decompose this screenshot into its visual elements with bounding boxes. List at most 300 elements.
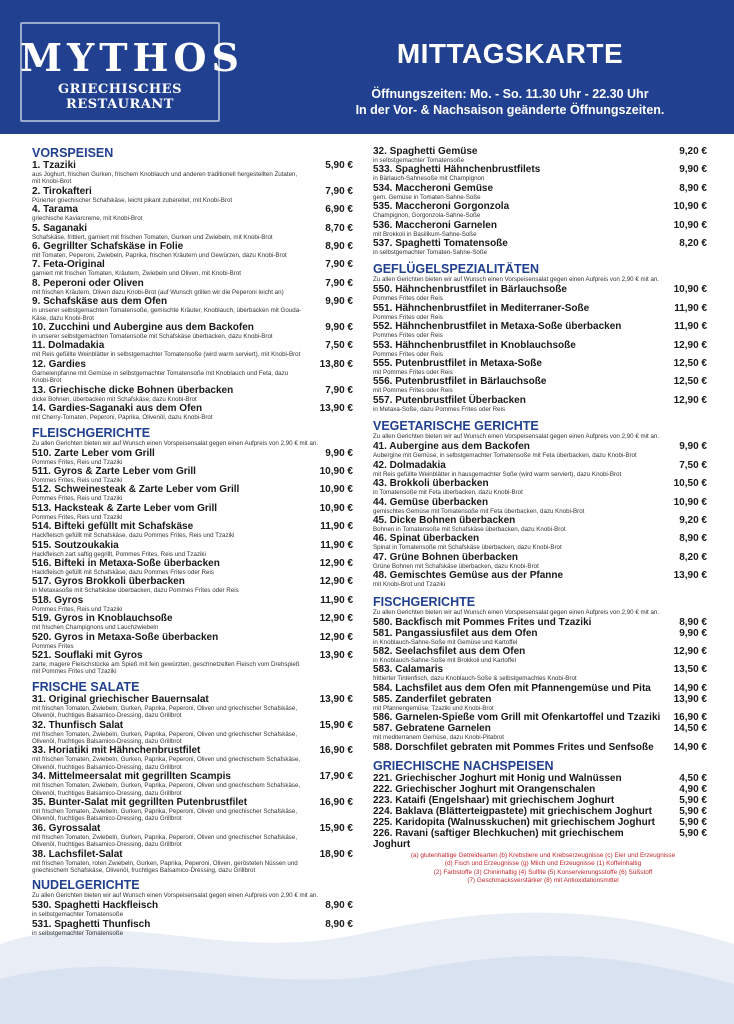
dish-price: 13,90 € [673, 693, 707, 705]
dish-name: 531. Spaghetti Thunfisch [32, 918, 151, 930]
dish-price: 9,90 € [325, 447, 353, 459]
dish-name: 14. Gardies-Saganaki aus dem Ofen [32, 403, 203, 415]
dish-price: 8,20 € [679, 238, 707, 250]
dish-price: 11,90 € [674, 302, 707, 314]
dish-price: 12,90 € [319, 613, 353, 625]
dish-name: 512. Schweinesteak & Zarte Leber vom Grill [32, 484, 240, 496]
menu-section [32, 146, 359, 422]
menu-item [32, 466, 359, 484]
dish-name: 41. Aubergine aus dem Backofen [373, 441, 530, 453]
dish-price: 8,90 € [325, 900, 353, 912]
dish-price: 11,90 € [674, 321, 707, 333]
dish-name: 32. Thunfisch Salat [32, 719, 124, 731]
menu-item [32, 186, 359, 204]
section-note: Zu allen Gerichten bieten wir auf Wunsch einen Vorspeisensalat gegen einen Aufpreis von 2,90 € mit an. [373, 433, 660, 441]
dish-price: 10,90 € [673, 219, 707, 231]
logo-name: MYTHOS [20, 35, 244, 80]
dish-description: Hackfleisch gefüllt mit Schafskäse, dazu Pommes Frites oder Reis [32, 568, 214, 576]
dish-name: 32. Spaghetti Gemüse [373, 146, 478, 157]
menu-item [32, 241, 359, 259]
menu-item [373, 183, 713, 201]
dish-description: Grüne Bohnen mit Schafskäse überbacken, dazu Knobi-Brot [373, 562, 539, 570]
menu-title: MITTAGSKARTE [396, 38, 624, 69]
menu-item [373, 201, 713, 219]
dish-description: mit Knobi-Brot und Tzaziki [373, 581, 446, 589]
dish-name: 533. Spaghetti Hähnchenbrustfilets [373, 164, 541, 176]
menu-section [373, 262, 713, 413]
dish-price: 9,90 € [325, 322, 353, 334]
dish-description: Schafskäse, frittiert, garniert mit frischen Tomaten, Gurken und Zwiebeln, mit Knobi-Brot [32, 233, 273, 241]
dish-description: mit Pommes Frites oder Reis [373, 387, 453, 395]
dish-price: 10,50 € [673, 478, 707, 490]
menu-item [373, 376, 713, 394]
menu-item [373, 238, 713, 256]
dish-name: 5. Saganaki [32, 222, 88, 234]
menu-item [32, 503, 359, 521]
dish-price: 14,50 € [673, 723, 707, 735]
dish-description: zarte, magere Fleischstücke am Spieß mit fein gewürzten, geschnetzelten Fleisch vom Drehspieß mit Pommes Frites und Tzaziki [32, 660, 300, 676]
menu-item [373, 303, 713, 321]
dish-name: 47. Grüne Bohnen überbacken [373, 551, 519, 563]
dish-price: 10,90 € [319, 502, 353, 514]
dish-price: 12,90 € [319, 631, 353, 643]
section-note: Zu allen Gerichten bieten wir auf Wunsch einen Vorspeisensalat gegen einen Aufpreis von 2,90 € mit an. [32, 439, 319, 447]
dish-price: 16,90 € [319, 745, 353, 757]
menu-item [32, 385, 359, 403]
menu-item [373, 552, 713, 570]
menu-item [373, 646, 713, 664]
menu-section [373, 419, 713, 588]
dish-price: 4,50 € [679, 772, 707, 784]
allergen-legend [373, 852, 713, 886]
menu-item [32, 296, 359, 322]
menu-item [373, 694, 713, 712]
dish-price: 14,90 € [673, 682, 707, 694]
dish-price: 5,90 € [679, 805, 707, 817]
allergen-line: (a) glutenhaltige Getreidearten (b) Krebstiere und Krebserzeugnisse (c) Eier und Erzeugnisse [410, 851, 676, 859]
dish-description: mit frischen Kräutern, Oliven dazu Knobi-Brot (auf Wunsch grillen wir die Peperoni leicht an) [32, 288, 284, 296]
section-note: Zu allen Gerichten bieten wir auf Wunsch einen Vorspeisensalat gegen einen Aufpreis von 2,90 € mit an. [373, 276, 660, 284]
dish-name: 515. Soutzoukakia [32, 539, 119, 551]
opening-hours [300, 86, 720, 118]
dish-price: 7,50 € [679, 459, 707, 471]
dish-name: 520. Gyros in Metaxa-Soße überbacken [32, 631, 219, 643]
dish-description: mit Tomaten, Peperoni, Zwiebeln, Paprika, frischen Kräutern und Gewürzen, dazu Knobi-Brot [32, 252, 287, 260]
dish-name: 557. Putenbrustfilet Überbacken [373, 394, 526, 406]
dish-price: 10,90 € [319, 465, 353, 477]
dish-description: mit frischen Tomaten, Zwiebeln, Gurken, Paprika, Peperoni, Oliven und griechischem Schafskäse, Olivenöl, fruchtiges Balsamico-Dressing, dazu Grillbrot [32, 782, 301, 797]
dish-description: in Metaxasoße mit Schafskäse überbacken, dazu Pommes Frites oder Reis [32, 587, 239, 595]
menu-section [373, 595, 713, 753]
menu-item [32, 797, 359, 823]
dish-name: 536. Maccheroni Garnelen [373, 219, 497, 231]
dish-name: 31. Original griechischer Bauernsalat [32, 693, 209, 705]
menu-item [373, 712, 713, 723]
menu-item [373, 664, 713, 682]
menu-item [32, 540, 359, 558]
menu-item [373, 441, 713, 459]
dish-description: in Tomatensoße mit Feta überbacken, dazu Knobi-Brot [373, 489, 523, 497]
menu-item [32, 576, 359, 594]
dish-description: Hackfleisch gefüllt mit Schafskäse, dazu Pommes Frites, Reis und Tzaziki [32, 532, 235, 540]
right-column [373, 146, 713, 886]
dish-price: 8,90 € [679, 616, 707, 628]
dish-name: 35. Bunter-Salat mit gegrillten Putenbrustfilet [32, 797, 248, 809]
right-column-sections [373, 146, 713, 850]
dish-description: in unserer selbstgemachten Tomatensoße mit Schafskäse überbacken, dazu Knobi-Brot [32, 333, 273, 341]
menu-item [373, 358, 713, 376]
dish-description: Pommes Frites oder Reis [373, 350, 443, 358]
menu-item [373, 570, 713, 588]
dish-price: 10,90 € [673, 284, 707, 296]
dish-description: mit frischen Tomaten, Zwiebeln, Gurken, Paprika, Peperoni, Oliven und griechischer Schafskäse, Olivenöl, fruchtiges Balsamico-Dressing, dazu Grillbrot [32, 808, 298, 823]
dish-name: 516. Bifteki in Metaxa-Soße überbacken [32, 557, 220, 569]
dish-price: 11,90 € [320, 521, 353, 533]
dish-description: Spinat in Tomatensoße mit Schafskäse überbacken, dazu Knobi-Brot [373, 544, 562, 552]
dish-price: 12,50 € [673, 376, 707, 388]
menu-item [373, 515, 713, 533]
dish-price: 12,90 € [319, 576, 353, 588]
dish-description: mit frischen Champignons und Lauchzwiebeln [32, 624, 159, 632]
dish-name: 10. Zucchini und Aubergine aus dem Backofen [32, 322, 254, 334]
dish-name: 226. Ravani (saftiger Blechkuchen) mit griechischem Joghurt [373, 827, 624, 850]
menu-item [373, 164, 713, 182]
menu-item [32, 223, 359, 241]
menu-item [373, 795, 713, 806]
dish-price: 7,90 € [325, 185, 353, 197]
menu-section [373, 759, 713, 850]
dish-name: 521. Souflaki mit Gyros [32, 649, 143, 661]
menu-item [32, 204, 359, 222]
dish-name: 45. Dicke Bohnen überbacken [373, 514, 516, 526]
section-title: FLEISCHGERICHTE [32, 425, 151, 440]
menu-item [373, 828, 713, 850]
dish-name: 1. Tzaziki [32, 160, 76, 171]
dish-price: 16,90 € [319, 797, 353, 809]
dish-description: mit frischen Tomaten, roten Zwiebeln, Gurken, Paprika, Peperoni, Oliven, gerösteten Nüssen und griechischem Schafskäse, Olivenöl, fruchtiges Balsamico-Dressing, dazu Grillbrot [32, 859, 298, 875]
menu-item [32, 359, 359, 385]
dish-price: 4,90 € [679, 783, 707, 795]
dish-price: 9,90 € [679, 627, 707, 639]
dish-description: in selbstgemachter Tomatensoße [32, 911, 124, 919]
dish-price: 9,20 € [679, 146, 707, 157]
dish-price: 5,90 € [679, 816, 707, 828]
dish-name: 510. Zarte Leber vom Grill [32, 447, 155, 459]
menu-item [32, 558, 359, 576]
menu-item [32, 259, 359, 277]
menu-item [32, 448, 359, 466]
menu-item [373, 784, 713, 795]
menu-item [32, 160, 359, 186]
dish-price: 6,90 € [325, 204, 353, 216]
dish-description: mit Pommes Frites oder Reis [373, 369, 453, 377]
dish-price: 11,90 € [320, 539, 353, 551]
dish-price: 11,90 € [320, 594, 353, 606]
header-banner [0, 0, 734, 134]
menu-item [373, 146, 713, 164]
dish-description: mit mediterranem Gemüse, dazu Knobi-Pitabrot [373, 734, 505, 742]
dish-name: 36. Gyrossalat [32, 822, 101, 834]
dish-name: 8. Peperoni oder Oliven [32, 277, 144, 289]
menu-item [373, 617, 713, 628]
menu-item [373, 478, 713, 496]
menu-item [32, 278, 359, 296]
menu-item [373, 806, 713, 817]
dish-name: 580. Backfisch mit Pommes Frites und Tzaziki [373, 616, 592, 628]
dish-name: 518. Gyros [32, 594, 84, 606]
dish-description: mit Reis gefüllte Weinblätter in hausgemachter Soße (wird warm serviert), dazu Knobi-Brot [373, 470, 622, 478]
dish-description: Pommes Frites, Reis und Tzaziki [32, 476, 123, 484]
allergen-line: (2) Farbstoffe (3) Chininhaltig (4) Sulfite (5) Konservierungsstoffe (6) Süßstoff [433, 868, 653, 876]
dish-name: 9. Schafskäse aus dem Ofen [32, 296, 168, 308]
dish-price: 9,90 € [325, 296, 353, 308]
dish-description: Pommes Frites oder Reis [373, 295, 443, 303]
dish-price: 9,20 € [679, 514, 707, 526]
dish-price: 13,90 € [319, 693, 353, 705]
dish-name: 222. Griechischer Joghurt mit Orangenschalen [373, 783, 596, 795]
menu-item [32, 403, 359, 421]
dish-price: 8,20 € [679, 551, 707, 563]
dish-price: 12,90 € [673, 339, 707, 351]
dish-name: 223. Kataifi (Engelshaar) mit griechischem Joghurt [373, 794, 615, 806]
dish-description: mit Brokkoli in Basilikum-Sahne-Soße [373, 230, 477, 238]
section-title: GRIECHISCHE NACHSPEISEN [373, 758, 554, 773]
menu-item [373, 742, 713, 753]
allergen-line: (d) Fisch und Erzeugnisse (g) Milch und Erzeugnisse (1) Koffeinhaltig [444, 860, 642, 868]
dish-description: Pommes Frites [32, 642, 74, 650]
dish-description: Aubergine mit Gemüse, in selbstgemachter Tomatensoße mit Feta überbacken, dazu Knobi-Brot [373, 452, 637, 460]
dish-description: Pürierter griechischer Schafskäse, leicht pikant zubereitet, mit Knobi-Brot [32, 196, 233, 204]
dish-description: in selbstgemachter Tomatensoße [32, 929, 124, 937]
menu-item [373, 284, 713, 302]
dish-price: 7,90 € [325, 259, 353, 271]
dish-price: 12,90 € [673, 645, 707, 657]
dish-price: 5,90 € [325, 160, 353, 171]
dish-name: 46. Spinat überbacken [373, 533, 480, 545]
dish-description: mit frischen Tomaten, Zwiebeln, Gurken, Paprika, Peperoni, Oliven und griechischer Schafskäse, Olivenöl, fruchtiges Balsamico-Dressing, dazu Grillbrot [32, 704, 298, 720]
menu-item [373, 723, 713, 741]
dish-description: in Metaxa-Soße, dazu Pommes Frites oder Reis [373, 405, 506, 413]
dish-name: 581. Pangassiusfilet aus dem Ofen [373, 627, 538, 639]
dish-name: 2. Tirokafteri [32, 185, 92, 197]
dish-description: aus Joghurt, frischen Gurken, frischem Knoblauch und anderen traditionell hergestellten Zutaten, mit Knobi-Brot [32, 171, 298, 186]
dish-description: mit Reis gefüllte Weinblätter in selbstgemachter Tomatensoße (wird warm serviert), mit Knobi-Brot [32, 351, 301, 359]
menu-item [32, 340, 359, 358]
dish-price: 10,90 € [673, 496, 707, 508]
section-title: VEGETARISCHE GERICHTE [373, 419, 539, 434]
menu-item [32, 720, 359, 746]
section-title: GEFLÜGELSPEZIALITÄTEN [373, 262, 539, 277]
menu-item [373, 340, 713, 358]
menu-item [32, 823, 359, 849]
dish-price: 5,90 € [679, 827, 707, 839]
dish-price: 15,90 € [319, 822, 353, 834]
dish-description: Champignon, Gorgonzola-Sahne-Soße [373, 212, 481, 220]
dish-description: frittierter Tintenfisch, dazu Knoblauch-Soße & selbstgemachtes Knobi-Brot [373, 675, 577, 683]
dish-name: 550. Hähnchenbrustfilet in Bärlauchsoße [373, 284, 567, 296]
menu-section [32, 426, 359, 676]
opening-hours-line: Öffnungszeiten: Mo. - So. 11.30 Uhr - 22.30 Uhr [371, 87, 649, 101]
restaurant-logo [20, 22, 244, 122]
dish-price: 13,90 € [673, 570, 707, 582]
dish-description: Pommes Frites oder Reis [373, 332, 443, 340]
menu-item [373, 817, 713, 828]
menu-item [373, 533, 713, 551]
dish-name: 534. Maccheroni Gemüse [373, 182, 494, 194]
dish-description: Pommes Frites oder Reis [373, 313, 443, 321]
menu-item [32, 771, 359, 797]
logo-subtitle: GRIECHISCHES RESTAURANT [58, 82, 182, 112]
dish-description: mit Cherry-Tomaten, Peperoni, Paprika, Olivenöl, dazu Knobi-Brot [32, 414, 213, 422]
menu-item [32, 632, 359, 650]
dish-name: 12. Gardies [32, 358, 86, 370]
dish-price: 12,50 € [673, 358, 707, 370]
dish-price: 18,90 € [319, 848, 353, 860]
dish-price: 7,50 € [325, 340, 353, 352]
dish-name: 583. Calamaris [373, 664, 444, 676]
dish-description: in selbstgemachter Tomatensoße [373, 157, 465, 164]
menu-item [373, 460, 713, 478]
dish-description: mit frischen Tomaten, Zwiebeln, Gurken, Paprika, Peperoni, Oliven und griechischem Schafskäse, Olivenöl, fruchtiges Balsamico-Dressing, dazu Grillbrot [32, 756, 301, 771]
menu-item [373, 497, 713, 515]
menu-item [373, 773, 713, 784]
dish-price: 13,90 € [319, 403, 353, 415]
dish-name: 535. Maccheroni Gorgonzola [373, 201, 510, 213]
dish-description: Pommes Frites, Reis und Tzaziki [32, 495, 123, 503]
menu-item [373, 628, 713, 646]
dish-name: 582. Seelachsfilet aus dem Ofen [373, 645, 526, 657]
dish-name: 48. Gemischtes Gemüse aus der Pfanne [373, 570, 564, 582]
dish-name: 13. Griechische dicke Bohnen überbacken [32, 384, 234, 396]
dish-price: 12,90 € [673, 394, 707, 406]
dish-name: 552. Hähnchenbrustfilet in Metaxa-Soße überbacken [373, 321, 622, 333]
dish-name: 551. Hähnchenbrustfilet in Mediterraner-Soße [373, 302, 590, 314]
menu-item [32, 322, 359, 340]
dish-name: 517. Gyros Brokkoli überbacken [32, 576, 185, 588]
dish-name: 511. Gyros & Zarte Leber vom Grill [32, 465, 196, 477]
dish-price: 8,70 € [325, 222, 353, 234]
dish-name: 43. Brokkoli überbacken [373, 478, 489, 490]
dish-description: Pommes Frites, Reis und Tzaziki [32, 605, 123, 613]
dish-name: 584. Lachsfilet aus dem Ofen mit Pfannengemüse und Pita [373, 682, 651, 694]
dish-name: 11. Dolmadakia [32, 340, 105, 352]
dish-name: 519. Gyros in Knoblauchsoße [32, 613, 173, 625]
menu-item [32, 745, 359, 771]
dish-name: 588. Dorschfilet gebraten mit Pommes Frites und Senfsoße [373, 741, 654, 753]
dish-price: 13,50 € [673, 664, 707, 676]
section-title: FISCHGERICHTE [373, 594, 476, 609]
dish-description: Garnelenpfanne mit Gemüse in selbstgemachter Tomatensoße mit Knoblauch und Feta, dazu Knobi-Brot [32, 369, 289, 385]
dish-name: 38. Lachsfilet-Salat [32, 848, 123, 860]
dish-description: gem. Gemüse in Tomaten-Sahne-Soße [373, 193, 481, 201]
dish-description: dicke Bohnen, überbacken mit Schafskäse, dazu Knobi-Brot [32, 395, 197, 403]
dish-name: 537. Spaghetti Tomatensoße [373, 238, 508, 250]
menu-item [373, 220, 713, 238]
dish-name: 221. Griechischer Joghurt mit Honig und Walnüssen [373, 772, 622, 784]
dish-name: 33. Horiatiki mit Hähnchenbrustfilet [32, 745, 201, 757]
dish-description: mit frischen Tomaten, Zwiebeln, Gurken, Paprika, Peperoni, Oliven und griechischer Schafskäse, Olivenöl, fruchtiges Balsamico-Dressing, dazu Grillbrot [32, 833, 298, 849]
logo-frame [20, 22, 244, 122]
menu-item [373, 395, 713, 413]
menu-section [32, 878, 359, 937]
dish-name: 553. Hähnchenbrustfilet in Knoblauchsoße [373, 339, 576, 351]
dish-description: gemischtes Gemüse mit Tomatensoße mit Feta überbacken, dazu Knobi-Brot [373, 507, 585, 515]
dish-description: mit Pfannengemüse, Tzaziki und Knobi-Brot [373, 704, 494, 712]
dish-description: Pommes Frites, Reis und Tzaziki [32, 513, 123, 521]
dish-price: 14,90 € [673, 741, 707, 753]
dish-name: 586. Garnelen-Spieße vom Grill mit Ofenkartoffel und Tzaziki [373, 712, 661, 724]
dish-name: 555. Putenbrustfilet in Metaxa-Soße [373, 358, 542, 370]
dish-price: 10,90 € [673, 201, 707, 213]
dish-price: 13,90 € [319, 649, 353, 661]
dish-description: garniert mit frischen Tomaten, Kräutern, Zwiebeln und Oliven, mit Knobi-Brot [32, 270, 241, 278]
dish-name: 4. Tarama [32, 204, 78, 216]
dish-price: 5,90 € [679, 794, 707, 806]
menu-item [32, 694, 359, 720]
dish-name: 224. Baklava (Blätterteigpastete) mit griechischem Joghurt [373, 805, 652, 817]
dish-name: 514. Bifteki gefüllt mit Schafskäse [32, 521, 194, 533]
dish-name: 585. Zanderfilet gebraten [373, 693, 492, 705]
dish-name: 7. Feta-Original [32, 259, 105, 271]
dish-description: in Bärlauch-Sahnesoße mit Champignon [373, 175, 485, 183]
section-title: VORSPEISEN [32, 146, 114, 160]
dish-name: 513. Hacksteak & Zarte Leber vom Grill [32, 502, 218, 514]
dish-description: griechische Kaviarcreme, mit Knobi-Brot [32, 215, 143, 223]
section-note: Zu allen Gerichten bieten wir auf Wunsch einen Vorspeisensalat gegen einen Aufpreis von 2,90 € mit an. [373, 608, 660, 616]
dish-description: Bohnen in Tomatensoße mit Schafskäse überbacken, dazu Knobi-Brot [373, 525, 566, 533]
dish-price: 7,90 € [325, 277, 353, 289]
dish-price: 8,90 € [679, 533, 707, 545]
dish-price: 10,90 € [319, 484, 353, 496]
dish-price: 13,80 € [319, 358, 353, 370]
dish-description: mit frischen Tomaten, Zwiebeln, Gurken, Paprika, Peperoni, Oliven und griechischer Schafskäse, Olivenöl, fruchtiges Balsamico-Dressing, dazu Grillbrot [32, 730, 298, 745]
dish-description: in selbstgemachter Tomaten-Sahne-Soße [373, 249, 488, 257]
dish-price: 7,90 € [325, 384, 353, 396]
menu-section [373, 146, 713, 256]
menu-section [32, 680, 359, 875]
dish-description: in Knoblauch-Sahne-Soße mit Brokkoli und Kartoffel [373, 656, 516, 664]
dish-name: 587. Gebratene Garnelen [373, 723, 491, 735]
left-column [32, 146, 359, 937]
dish-name: 44. Gemüse überbacken [373, 496, 489, 508]
dish-name: 225. Karidopita (Walnusskuchen) mit griechischem Joghurt [373, 816, 655, 828]
dish-name: 6. Gegrillter Schafskäse in Folie [32, 241, 184, 253]
dish-price: 16,90 € [673, 712, 707, 724]
dish-name: 34. Mittelmeersalat mit gegrillten Scampis [32, 771, 231, 783]
menu-item [373, 683, 713, 694]
section-title: FRISCHE SALATE [32, 679, 140, 694]
allergen-line: (7) Geschmacksverstärker (8) mit Antioxidationsmittel [467, 877, 619, 885]
dish-description: Hackfleisch zart saftig gegrillt, Pommes Frites, Reis und Tzaziki [32, 550, 206, 558]
dish-price: 9,90 € [679, 441, 707, 453]
dish-name: 530. Spaghetti Hackfleisch [32, 900, 159, 912]
dish-description: Pommes Frites, Reis und Tzaziki [32, 458, 123, 466]
dish-price: 12,90 € [319, 557, 353, 569]
section-note: Zu allen Gerichten bieten wir auf Wunsch einen Vorspeisensalat gegen einen Aufpreis von 2,90 € mit an. [32, 892, 319, 900]
menu-item [32, 900, 359, 918]
dish-name: 556. Putenbrustfilet in Bärlauchsoße [373, 376, 547, 388]
dish-price: 17,90 € [319, 771, 353, 783]
menu-item [32, 650, 359, 676]
menu-item [32, 919, 359, 937]
menu-item [32, 849, 359, 875]
dish-description: in unserer selbstgemachten Tomatensoße, gemischte Kräuter, Knoblauch, überbacken mit Gouda-Käse, dazu Knobi-Brot [32, 307, 302, 322]
dish-description: in Knoblauch-Sahne-Soße mit Gemüse und Kartoffel [373, 638, 518, 646]
menu-item [32, 484, 359, 502]
dish-price: 9,90 € [679, 164, 707, 176]
menu-item [32, 595, 359, 613]
menu-item [32, 613, 359, 631]
